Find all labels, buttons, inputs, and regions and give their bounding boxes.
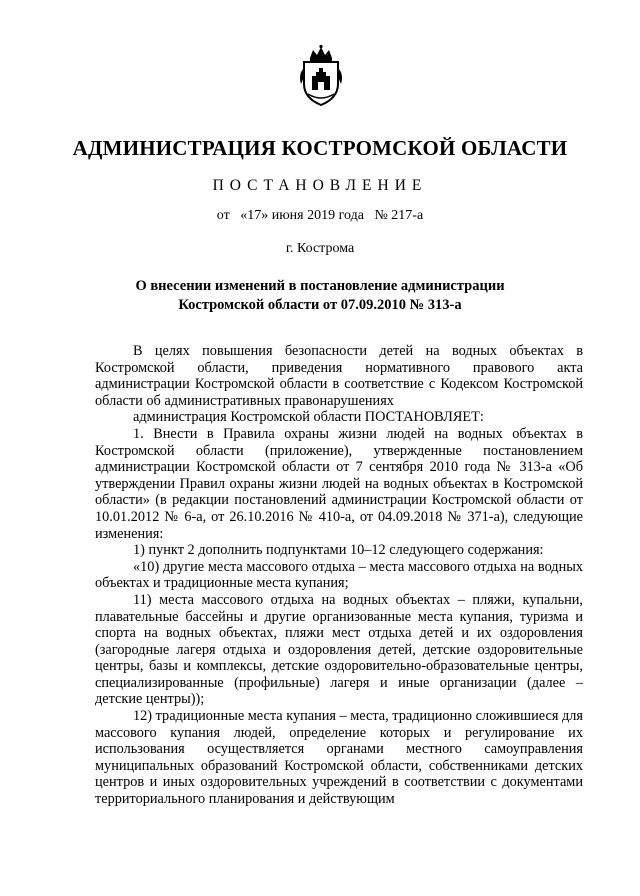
body-paragraph: администрация Костромской области ПОСТАНОВЛЯЕТ: <box>133 409 484 426</box>
organization-name: АДМИНИСТРАЦИЯ КОСТРОМСКОЙ ОБЛАСТИ <box>72 136 568 160</box>
body-paragraph: 1) пункт 2 дополнить подпунктами 10–12 следующего содержания: <box>133 542 544 559</box>
body-paragraph: 11) места массового отдыха на водных объектах – пляжи, купальни, плавательные бассейны и другие организованные места купания, туризма и спорта на водных объектах, пляжи мест отдыха детей и их оздоровления (загородные лагеря отдыха и оздоровления детей, детские оздоровительные центры, базы и комплексы, детские оздоровительно-образовательные центры, специализированные (профильные) лагеря и иные организации (далее – детские центры)); <box>95 591 583 708</box>
city: г. Кострома <box>285 241 355 256</box>
document-type: ПОСТАНОВЛЕНИЕ <box>212 177 428 194</box>
body-paragraph: В целях повышения безопасности детей на водных объектах в Костромской области, приведения нормативного правового акта администрации Костромской области в соответствие с Кодексом Костромской области об административных правонарушениях <box>95 343 583 409</box>
body-paragraph: «10) другие места массового отдыха – места массового отдыха на водных объектах и традиционные места купания; <box>95 558 583 592</box>
date-and-number: от «17» июня 2019 года № 217-а <box>216 208 424 223</box>
document-title <box>60 277 580 315</box>
coat-of-arms-emblem <box>296 44 346 108</box>
body-paragraph: 12) традиционные места купания – места, традиционно сложившиеся для массового купания людей, определение которых и регулирование их использования осуществляется органами местного самоуправления муниципальных образований Костромской области, собственниками детских центров и иных оздоровительных учреждений в соответствии с документами территориального планирования и действующим <box>95 708 583 808</box>
document-body <box>95 343 583 808</box>
title-line-2: Костромской области от 07.09.2010 № 313-а <box>178 297 462 313</box>
title-line-1: О внесении изменений в постановление администрации <box>135 278 505 294</box>
body-paragraph: 1. Внести в Правила охраны жизни людей на водных объектах в Костромской области (приложение), утвержденные постановлением администрации Костромской области от 7 сентября 2010 года № 313-а «Об утверждении Правил охраны жизни людей на водных объектах в Костромской области» (в редакции постановлений администрации Костромской области от 10.01.2012 № 6-а, от 26.10.2016 № 410-а, от 04.09.2018 № 371-а), следующие изменения: <box>95 425 583 542</box>
